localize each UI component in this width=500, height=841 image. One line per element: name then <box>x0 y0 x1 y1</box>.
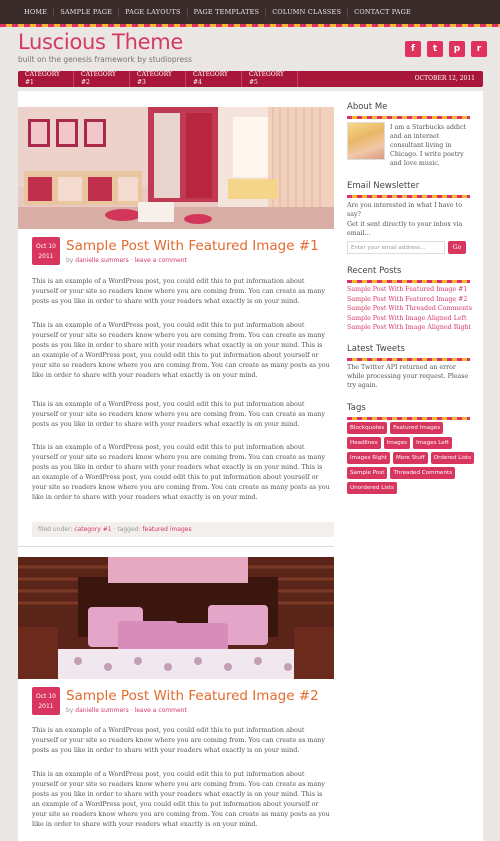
recent-post-link[interactable]: Sample Post With Featured Image #1 <box>347 286 468 293</box>
newsletter-text-1: Are you interested in what I have to say? <box>347 202 462 218</box>
post-footer-1 <box>32 522 334 537</box>
top-nav-contact-page[interactable]: CONTACT PAGE <box>354 8 412 16</box>
about-text: I am a Starbucks addict and an internet consultant living in Chicago. I write poetry and love music. <box>390 124 467 167</box>
post-title-1[interactable]: Sample Post With Featured Image #1 <box>66 238 319 254</box>
about-widget-title: About Me <box>347 102 470 116</box>
post-author-link[interactable]: danielle summers <box>75 707 129 714</box>
post-date-month-day: Oct 10 <box>36 693 56 700</box>
post-meta-2 <box>66 707 187 714</box>
category-nav-item-4[interactable]: CATEGORY #4 <box>186 71 242 87</box>
top-bar <box>0 0 500 27</box>
post-meta-1 <box>66 257 187 264</box>
top-nav-home[interactable]: HOME <box>18 8 54 17</box>
tags-widget-title: Tags <box>347 403 470 417</box>
email-input[interactable]: Enter your email address... <box>347 241 445 254</box>
post-meta-separator: · <box>130 707 133 714</box>
category-nav-item-1[interactable]: CATEGORY #1 <box>18 71 74 87</box>
post-paragraph: This is an example of a WordPress post, you could edit this to put information about yourself or your site so readers know where you are coming from. You can create as many posts as you like in order to share with your readers what exactly is on your mind. <box>32 277 326 305</box>
tag-item[interactable]: Threaded Comments <box>390 467 455 479</box>
tag-item[interactable]: More Stuff <box>393 452 428 464</box>
newsletter-text-2: Get it sent directly to your inbox via email... <box>347 221 463 237</box>
tagged-label: tagged: <box>117 526 141 533</box>
tag-item[interactable]: Ordered Lists <box>431 452 474 464</box>
post-date-year: 2011 <box>38 253 54 260</box>
tag-item[interactable]: Featured Images <box>390 422 443 434</box>
recent-post-link[interactable]: Sample Post With Threaded Comments <box>347 305 472 312</box>
tag-link[interactable]: featured images <box>142 526 192 533</box>
recent-post-link[interactable]: Sample Post With Image Aligned Right <box>347 324 472 331</box>
newsletter-go-button[interactable]: Go <box>448 241 466 254</box>
post-date-month-day: Oct 10 <box>36 243 56 250</box>
top-nav-sample-page[interactable]: SAMPLE PAGE <box>54 8 119 17</box>
tag-item[interactable]: Headlines <box>347 437 381 449</box>
tweets-text: The Twitter API returned an error while processing your request. Please try again. <box>347 364 469 389</box>
category-nav-item-3[interactable]: CATEGORY #3 <box>130 71 186 87</box>
facebook-icon[interactable]: f <box>405 41 421 57</box>
footer-separator: · <box>113 526 116 533</box>
tag-item[interactable]: Blockquotes <box>347 422 387 434</box>
recent-posts-widget-title: Recent Posts <box>347 266 470 280</box>
twitter-icon[interactable]: t <box>427 41 443 57</box>
current-date: OCTOBER 12, 2011 <box>414 75 475 82</box>
category-link[interactable]: category #1 <box>74 526 112 533</box>
tag-cloud <box>347 422 477 494</box>
top-nav-page-layouts[interactable]: PAGE LAYOUTS <box>119 8 188 17</box>
featured-image-post-2[interactable] <box>18 557 334 679</box>
recent-post-link[interactable]: Sample Post With Featured Image #2 <box>347 295 468 303</box>
bedroom-image <box>18 557 334 679</box>
post-meta-by: by <box>66 257 74 264</box>
rss-icon[interactable]: r <box>471 41 487 57</box>
post-date-badge <box>32 237 60 265</box>
avatar <box>347 122 385 160</box>
category-nav <box>18 71 298 87</box>
recent-posts-list <box>347 285 472 333</box>
top-nav-column-classes[interactable]: COLUMN CLASSES <box>266 8 348 17</box>
leave-comment-link[interactable]: leave a comment <box>134 257 187 264</box>
post-date-badge <box>32 687 60 715</box>
post-paragraph: This is an example of a WordPress post, you could edit this to put information about yourself or your site so readers know where you are coming from. You can create as many posts as you like in order to share with your readers what exactly is on your mind. This is an example of a WordPress post, you could edit this to put information about yourself or your site so readers know where you are coming from. You can create as many posts as you like in order to share with your readers what exactly is on your mind. <box>32 321 330 379</box>
post-paragraph: This is an example of a WordPress post, you could edit this to put information about yourself or your site so readers know where you are coming from. You can create as many posts as you like in order to share with your readers what exactly is on your mind. This is an example of a WordPress post, you could edit this to put information about yourself or your site so readers know where you are coming from. You can create as many posts as you like in order to share with your readers what exactly is on your mind. <box>32 443 330 501</box>
post-divider <box>18 546 334 547</box>
post-author-link[interactable]: danielle summers <box>75 257 129 264</box>
tag-item[interactable]: Unordered Lists <box>347 482 397 494</box>
post-paragraph: This is an example of a WordPress post, you could edit this to put information about yourself or your site so readers know where you are coming from. You can create as many posts as you like in order to share with your readers what exactly is on your mind. This is an example of a WordPress post, you could edit this to put information about yourself or your site so readers know where you are coming from. You can create as many posts as you like in order to share with your readers what exactly is on your mind. <box>32 770 330 828</box>
pinterest-icon[interactable]: p <box>449 41 465 57</box>
post-date-year: 2011 <box>38 703 54 710</box>
leave-comment-link[interactable]: leave a comment <box>134 707 187 714</box>
filed-under-label: filed under: <box>38 526 73 533</box>
tweets-widget-title: Latest Tweets <box>347 344 470 358</box>
category-nav-item-2[interactable]: CATEGORY #2 <box>74 71 130 87</box>
featured-image-post-1[interactable] <box>18 107 334 229</box>
tag-item[interactable]: Images <box>384 437 410 449</box>
post-paragraph: This is an example of a WordPress post, you could edit this to put information about yourself or your site so readers know where you are coming from. You can create as many posts as you like in order to share with your readers what exactly is on your mind. <box>32 400 326 428</box>
category-nav-bar <box>18 71 483 87</box>
category-nav-item-5[interactable]: CATEGORY #5 <box>242 71 298 87</box>
post-meta-by: by <box>66 707 74 714</box>
post-paragraph: This is an example of a WordPress post, you could edit this to put information about yourself or your site so readers know where you are coming from. You can create as many posts as you like in order to share with your readers what exactly is on your mind. <box>32 726 326 754</box>
site-tagline: built on the genesis framework by studiopress <box>18 55 192 64</box>
room-image <box>18 107 334 229</box>
post-meta-separator: · <box>130 257 133 264</box>
post-title-2[interactable]: Sample Post With Featured Image #2 <box>66 688 319 704</box>
tag-item[interactable]: Images Right <box>347 452 390 464</box>
top-nav-page-templates[interactable]: PAGE TEMPLATES <box>188 8 267 17</box>
tag-item[interactable]: Sample Post <box>347 467 387 479</box>
tag-item[interactable]: Images Left <box>413 437 452 449</box>
site-title[interactable]: Luscious Theme <box>18 30 183 54</box>
recent-post-link[interactable]: Sample Post With Image Aligned Left <box>347 314 467 322</box>
content-wrap <box>18 91 483 841</box>
newsletter-widget-title: Email Newsletter <box>347 181 470 195</box>
top-nav <box>18 8 417 17</box>
social-icons <box>405 41 487 57</box>
